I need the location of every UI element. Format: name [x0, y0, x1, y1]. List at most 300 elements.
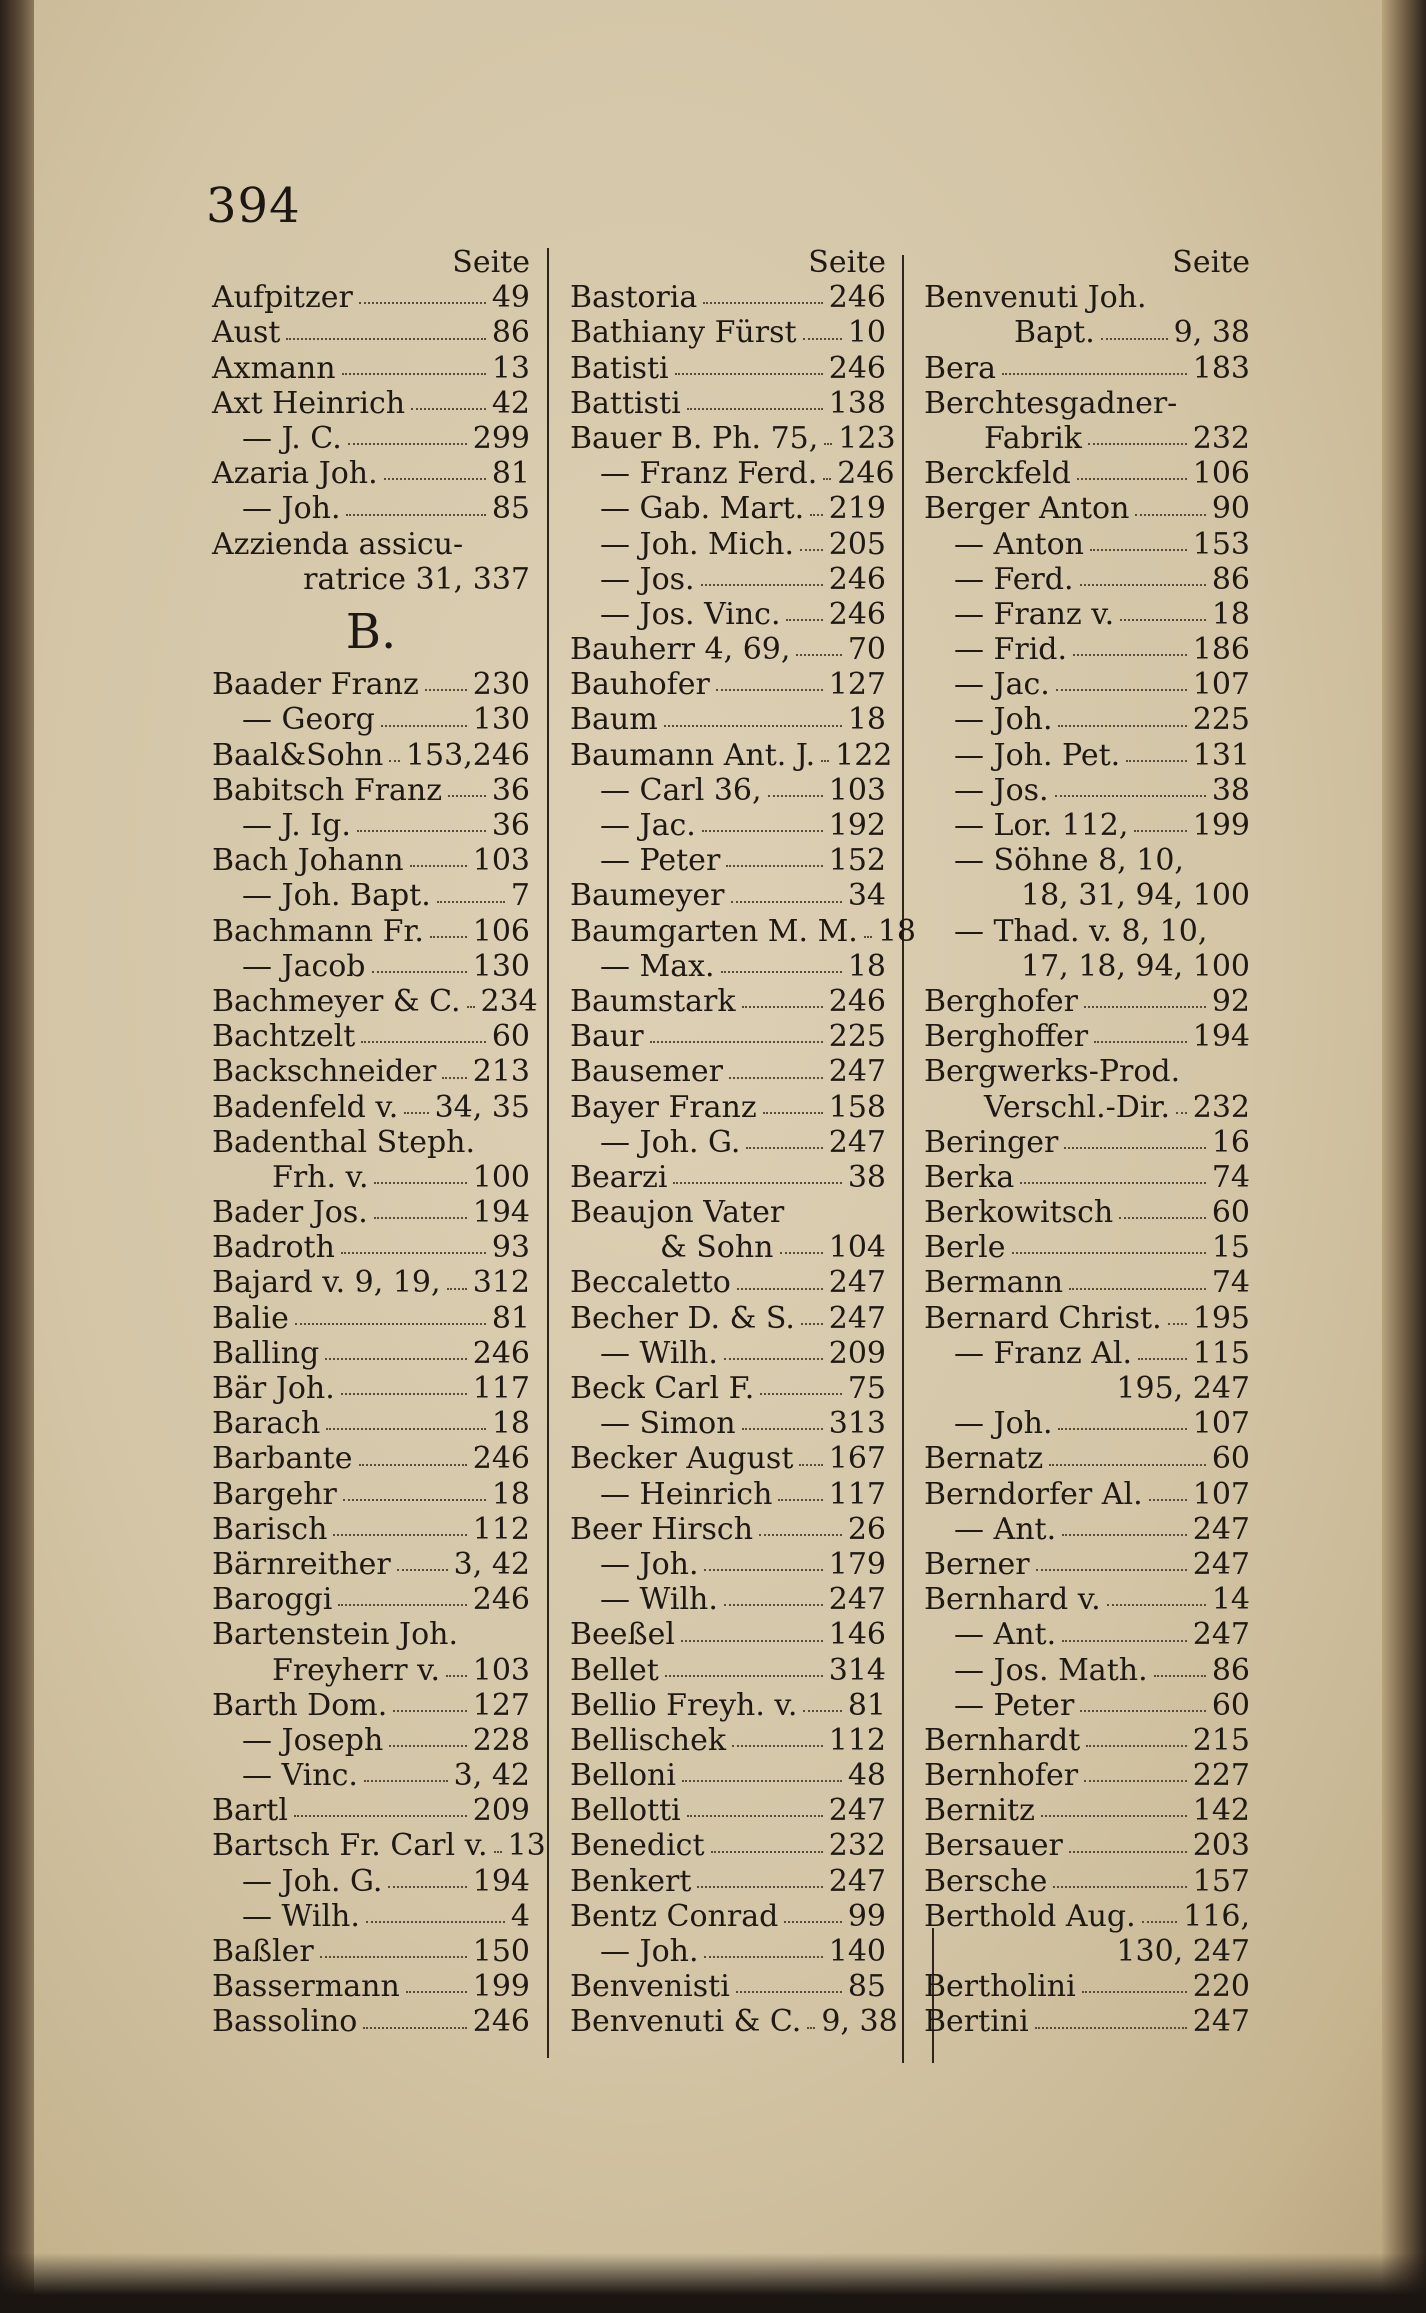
index-entry: [924, 1125, 1250, 1160]
index-entry-continuation: 130, 247: [1116, 1934, 1250, 1969]
index-entry: [570, 1336, 886, 1371]
dot-leader: [467, 984, 475, 1008]
index-entry: [570, 1547, 886, 1582]
index-entry: [212, 280, 530, 315]
dot-leader: [675, 351, 823, 375]
entry-page-number: 74: [1211, 1265, 1250, 1301]
entry-name: Baumeyer: [570, 878, 725, 914]
entry-name: Aufpitzer: [212, 280, 353, 316]
entry-name: Fabrik: [984, 420, 1082, 456]
dot-leader: [721, 949, 842, 973]
entry-page-number: 215: [1192, 1722, 1250, 1758]
page-number: 394: [206, 178, 301, 234]
entry-name: Bachtzelt: [212, 1019, 356, 1055]
entry-page-number: 232: [1192, 1089, 1250, 1125]
column-header: Seite: [1172, 245, 1250, 280]
index-entry: [570, 1054, 886, 1089]
entry-name: Babitsch Franz: [212, 772, 443, 808]
index-entry: [924, 1899, 1250, 1934]
entry-name: Becker August: [570, 1441, 794, 1477]
dot-leader: [1049, 1441, 1206, 1465]
index-entry: [924, 562, 1250, 597]
index-column-1: [212, 245, 546, 2040]
index-entry: [570, 1723, 886, 1758]
entry-page-number: 205: [828, 526, 886, 562]
index-entry: [924, 773, 1250, 808]
dot-leader: [803, 315, 842, 339]
dot-leader: [796, 632, 841, 656]
index-entry: [924, 738, 1250, 773]
dot-leader: [363, 2004, 466, 2028]
entry-page-number: 246: [472, 1335, 530, 1371]
entry-page-number: 247: [828, 1300, 886, 1336]
entry-name: Bearzi: [570, 1159, 668, 1195]
index-entry: [212, 1969, 530, 2004]
entry-page-number: 247: [1192, 1511, 1250, 1547]
entry-name: — Joseph: [242, 1722, 384, 1758]
entry-page-number: 85: [847, 1969, 886, 2005]
index-entry: [924, 1195, 1250, 1230]
dot-leader: [732, 1723, 823, 1747]
dot-leader: [1041, 1793, 1187, 1817]
entry-name: — Vinc.: [242, 1758, 358, 1794]
dot-leader: [393, 1688, 466, 1712]
index-column-3: [924, 245, 1250, 2040]
entry-name: Barbante: [212, 1441, 353, 1477]
dot-leader: [1080, 562, 1206, 586]
index-entry: [570, 2004, 898, 2040]
entry-name: — Joh.: [954, 702, 1053, 738]
entry-page-number: 70: [847, 632, 886, 668]
dot-leader: [703, 280, 822, 304]
entry-page-number: 112: [472, 1511, 530, 1547]
dot-leader: [824, 421, 832, 445]
index-entry-text: Benvenuti Joh.: [924, 280, 1147, 316]
index-entry: [212, 421, 530, 456]
dot-leader: [1084, 1758, 1187, 1782]
entry-name: Badroth: [212, 1230, 335, 1266]
entry-page-number: 115: [1192, 1335, 1250, 1371]
entry-page-number: 247: [1192, 1617, 1250, 1653]
entry-name: Bernhardt: [924, 1722, 1081, 1758]
dot-leader: [1149, 1477, 1187, 1501]
entry-page-number: 213: [472, 1054, 530, 1090]
dot-leader: [1069, 1265, 1206, 1289]
entry-name: — Joh. Mich.: [600, 526, 794, 562]
dot-leader: [1058, 1406, 1186, 1430]
dot-leader: [404, 1090, 428, 1114]
entry-name: Bathiany Fürst: [570, 315, 797, 351]
index-entry: [570, 984, 886, 1019]
entry-name: Frh. v.: [272, 1159, 369, 1195]
column-header: Seite: [452, 245, 530, 280]
entry-page-number: 247: [828, 1124, 886, 1160]
entry-page-number: 49: [491, 280, 530, 316]
index-entry: [212, 1547, 530, 1582]
entry-page-number: 247: [828, 1863, 886, 1899]
dot-leader: [759, 1512, 842, 1536]
index-entry: [570, 1512, 886, 1547]
index-entry: [212, 1406, 530, 1441]
entry-name: Bapt.: [1014, 315, 1095, 351]
entry-name: Baumgarten M. M.: [570, 913, 858, 949]
entry-page-number: 103: [472, 1652, 530, 1688]
dot-leader: [359, 280, 486, 304]
index-entry: [212, 1160, 530, 1195]
entry-page-number: 186: [1192, 632, 1250, 668]
index-entry: [924, 1653, 1250, 1688]
index-entry: [924, 1617, 1250, 1652]
index-entry: [212, 1054, 530, 1089]
entry-name: — Jac.: [600, 808, 696, 843]
index-entry: [570, 808, 886, 843]
entry-name: Bassolino: [212, 2004, 358, 2040]
entry-page-number: 312: [472, 1265, 530, 1301]
entry-name: Bastoria: [570, 280, 698, 316]
dot-leader: [673, 1160, 841, 1184]
index-entry: [570, 1899, 886, 1934]
entry-name: Baßler: [212, 1934, 314, 1970]
index-entry: [570, 1125, 886, 1160]
index-entry: [570, 597, 886, 632]
index-entry: [924, 421, 1250, 456]
entry-name: Balie: [212, 1300, 289, 1336]
index-entry: [212, 1441, 530, 1476]
entry-page-number: 246: [472, 1441, 530, 1477]
index-entry: [570, 1301, 886, 1336]
dot-leader: [760, 1371, 842, 1395]
entry-name: — Simon: [600, 1406, 736, 1442]
entry-page-number: 106: [1192, 456, 1250, 492]
entry-name: — Jos. Vinc.: [600, 596, 781, 632]
index-entry-continuation: ratrice 31, 337: [303, 561, 530, 597]
dot-leader: [731, 878, 842, 902]
dot-leader: [325, 1336, 466, 1360]
index-entry: [924, 491, 1250, 526]
dot-leader: [665, 1653, 823, 1677]
entry-name: Batisti: [570, 350, 669, 386]
dot-leader: [1035, 2004, 1187, 2028]
entry-page-number: 60: [1211, 1195, 1250, 1231]
entry-name: — Jacob: [242, 948, 366, 984]
entry-page-number: 3, 42: [453, 1758, 530, 1794]
entry-page-number: 146: [828, 1617, 886, 1653]
dot-leader: [1086, 1723, 1186, 1747]
entry-page-number: 18: [491, 1476, 530, 1512]
dot-leader: [374, 1160, 466, 1184]
dot-leader: [724, 1336, 823, 1360]
dot-leader: [361, 1019, 485, 1043]
dot-leader: [411, 386, 486, 410]
entry-name: Bernitz: [924, 1793, 1035, 1829]
index-entry: [570, 1265, 886, 1300]
index-entry: [924, 2004, 1250, 2039]
entry-page-number: 313: [828, 1406, 886, 1442]
dot-leader: [1088, 421, 1187, 445]
entry-name: Bartsch Fr. Carl v.: [212, 1828, 488, 1864]
page-bottom-shadow: [0, 2253, 1426, 2313]
index-entry: [212, 1688, 530, 1723]
entry-name: — Carl 36,: [600, 772, 762, 808]
entry-page-number: 26: [847, 1511, 886, 1547]
entry-name: Beck Carl F.: [570, 1371, 755, 1406]
entry-page-number: 179: [828, 1546, 886, 1582]
entry-page-number: 42: [491, 385, 530, 421]
dot-leader: [1142, 1899, 1178, 1923]
entry-name: — Joh.: [954, 1406, 1053, 1442]
entry-name: Bargehr: [212, 1476, 337, 1512]
dot-leader: [381, 702, 467, 726]
index-entry: [212, 1090, 530, 1125]
index-entry: [212, 1828, 546, 1864]
entry-page-number: 247: [828, 1582, 886, 1618]
index-entry: [924, 1019, 1250, 1054]
entry-name: Benvenuti & C.: [570, 2004, 802, 2040]
entry-page-number: 234: [480, 983, 538, 1019]
entry-name: — Joh.: [600, 1546, 699, 1582]
entry-page-number: 100: [472, 1159, 530, 1195]
dot-leader: [1134, 808, 1186, 832]
index-entry: [212, 808, 530, 843]
index-entry: [924, 1477, 1250, 1512]
index-entry: [570, 1758, 886, 1793]
index-entry: [570, 491, 886, 526]
dot-leader: [397, 1547, 448, 1571]
index-entry: [212, 949, 530, 984]
entry-page-number: 247: [828, 1054, 886, 1090]
entry-name: — Jos.: [954, 772, 1049, 808]
entry-name: Bentz Conrad: [570, 1898, 779, 1934]
dot-leader: [742, 984, 823, 1008]
index-entry: [924, 1688, 1250, 1723]
entry-page-number: 246: [828, 350, 886, 386]
entry-name: — Heinrich: [600, 1476, 773, 1512]
index-entry: [212, 351, 530, 386]
entry-name: Bertini: [924, 2004, 1029, 2040]
index-entry: [570, 386, 886, 421]
dot-leader: [333, 1512, 466, 1536]
dot-leader: [1062, 1512, 1187, 1536]
entry-name: — Wilh.: [242, 1898, 360, 1934]
dot-leader: [1073, 632, 1187, 656]
index-entry: [924, 1441, 1250, 1476]
dot-leader: [425, 667, 467, 691]
dot-leader: [687, 386, 823, 410]
dot-leader: [1101, 315, 1168, 339]
entry-name: — Frid.: [954, 632, 1068, 668]
index-entry: [212, 983, 538, 1019]
dot-leader: [389, 738, 400, 762]
dot-leader: [1080, 1688, 1206, 1712]
dot-leader: [702, 808, 823, 832]
index-entry: [924, 984, 1250, 1019]
dot-leader: [711, 1828, 823, 1852]
dot-leader: [803, 1688, 841, 1712]
entry-name: Benedict: [570, 1828, 705, 1864]
dot-leader: [664, 702, 842, 726]
entry-page-number: 18: [491, 1406, 530, 1442]
dot-leader: [780, 1230, 823, 1254]
entry-name: Berghoffer: [924, 1019, 1089, 1055]
entry-name: — Peter: [600, 843, 721, 879]
entry-page-number: 142: [1192, 1793, 1250, 1829]
dot-leader: [1055, 773, 1206, 797]
dot-leader: [1176, 1090, 1187, 1114]
entry-page-number: 122: [835, 737, 893, 773]
index-entry: [212, 1195, 530, 1230]
entry-page-number: 112: [828, 1722, 886, 1758]
dot-leader: [1012, 1230, 1206, 1254]
entry-page-number: 75: [847, 1371, 886, 1406]
dot-leader: [448, 773, 486, 797]
entry-name: Bachmeyer & C.: [212, 983, 461, 1019]
page-gutter-shadow: [0, 0, 34, 2313]
index-entry: [212, 667, 530, 702]
dot-leader: [800, 527, 823, 551]
index-entry: [212, 773, 530, 808]
dot-leader: [701, 562, 823, 586]
entry-name: Balling: [212, 1335, 320, 1371]
dot-leader: [1154, 1653, 1206, 1677]
entry-page-number: 232: [1192, 420, 1250, 456]
index-entry: [212, 1758, 530, 1793]
index-entry: [212, 878, 530, 913]
entry-page-number: 7: [510, 878, 530, 914]
entry-page-number: 183: [1192, 350, 1250, 386]
entry-name: Backschneider: [212, 1054, 437, 1090]
index-entry: [212, 1582, 530, 1617]
entry-page-number: 130: [472, 948, 530, 984]
entry-name: Bellotti: [570, 1793, 681, 1829]
index-entry: [212, 1336, 530, 1371]
index-entry: [212, 2004, 530, 2039]
index-entry: [570, 1371, 886, 1406]
entry-name: — Franz Ferd.: [600, 456, 818, 492]
entry-page-number: 106: [472, 913, 530, 949]
entry-page-number: 81: [491, 456, 530, 492]
entry-name: — Joh. Bapt.: [242, 878, 431, 914]
dot-leader: [295, 1301, 486, 1325]
index-entry: [570, 1864, 886, 1899]
dot-leader: [1056, 667, 1187, 691]
entry-name: — Franz v.: [954, 596, 1115, 632]
entry-page-number: 131: [1192, 737, 1250, 773]
entry-name: Bartl: [212, 1793, 288, 1829]
dot-leader: [716, 667, 823, 691]
dot-leader: [821, 738, 829, 762]
entry-page-number: 194: [472, 1195, 530, 1231]
entry-page-number: 86: [1211, 1652, 1250, 1688]
entry-page-number: 107: [1192, 1476, 1250, 1512]
entry-name: — J. Ig.: [242, 808, 351, 844]
index-entry: [570, 456, 895, 492]
entry-page-number: 203: [1192, 1828, 1250, 1864]
entry-page-number: 13: [491, 350, 530, 386]
index-entry: [570, 1406, 886, 1441]
entry-page-number: 4: [510, 1898, 530, 1934]
entry-name: Baur: [570, 1019, 644, 1055]
dot-leader: [799, 1441, 822, 1465]
dot-leader: [682, 1758, 842, 1782]
dot-leader: [341, 1371, 467, 1395]
index-entry: [924, 1547, 1250, 1582]
entry-page-number: 228: [472, 1722, 530, 1758]
dot-leader: [681, 1617, 823, 1641]
dot-leader: [742, 1406, 823, 1430]
index-entry: [570, 1160, 886, 1195]
column-header: Seite: [808, 245, 886, 280]
dot-leader: [786, 597, 822, 621]
entry-name: — Lor. 112,: [954, 808, 1129, 843]
index-entry: [212, 1793, 530, 1828]
dot-leader: [823, 456, 831, 480]
entry-page-number: 107: [1192, 667, 1250, 703]
index-entry: [924, 1828, 1250, 1863]
entry-page-number: 103: [828, 772, 886, 808]
entry-name: Bader Jos.: [212, 1195, 368, 1231]
index-entry: [570, 737, 893, 773]
entry-page-number: 219: [828, 491, 886, 527]
dot-leader: [810, 491, 823, 515]
entry-name: — J. C.: [242, 420, 342, 456]
dot-leader: [447, 1265, 467, 1289]
dot-leader: [1062, 1617, 1187, 1641]
index-entry: [924, 1090, 1250, 1125]
index-entry-continuation: 18, 31, 94, 100: [1021, 878, 1250, 914]
entry-name: Bellet: [570, 1652, 659, 1688]
entry-page-number: 60: [1211, 1441, 1250, 1477]
dot-leader: [1053, 1864, 1186, 1888]
index-entry: [924, 1301, 1250, 1336]
index-entry-text: Badenthal Steph.: [212, 1124, 476, 1160]
entry-page-number: 158: [828, 1089, 886, 1125]
entry-page-number: 130: [472, 702, 530, 738]
entry-page-number: 38: [1211, 772, 1250, 808]
dot-leader: [446, 1653, 467, 1677]
dot-leader: [430, 914, 467, 938]
dot-leader: [864, 914, 872, 938]
index-entry-text: Beaujon Vater: [570, 1195, 785, 1231]
entry-page-number: 92: [1211, 983, 1250, 1019]
dot-leader: [1135, 491, 1205, 515]
entry-name: — Ant.: [954, 1617, 1057, 1653]
entry-name: Baumann Ant. J.: [570, 737, 816, 773]
dot-leader: [1107, 1582, 1206, 1606]
index-entry: [924, 1969, 1250, 2004]
dot-leader: [697, 1864, 822, 1888]
entry-name: Bach Johann: [212, 843, 404, 879]
entry-page-number: 127: [828, 667, 886, 703]
dot-leader: [286, 315, 485, 339]
index-entry: [570, 1934, 886, 1969]
entry-name: — Wilh.: [600, 1582, 718, 1618]
index-entry: [212, 843, 530, 878]
index-entry: [924, 597, 1250, 632]
entry-page-number: 192: [828, 808, 886, 843]
index-entry: [570, 1019, 886, 1054]
index-entry: [212, 1512, 530, 1547]
entry-page-number: 104: [828, 1230, 886, 1266]
entry-page-number: 38: [847, 1159, 886, 1195]
section-letter: B.: [345, 603, 397, 660]
entry-name: — Georg: [242, 702, 375, 738]
entry-page-number: 18: [877, 913, 917, 949]
index-entry-text: — Thad. v. 8, 10,: [954, 913, 1208, 949]
entry-name: Axt Heinrich: [212, 385, 406, 421]
entry-page-number: 227: [1192, 1758, 1250, 1794]
entry-page-number: 117: [472, 1371, 530, 1407]
dot-leader: [406, 1969, 467, 1993]
